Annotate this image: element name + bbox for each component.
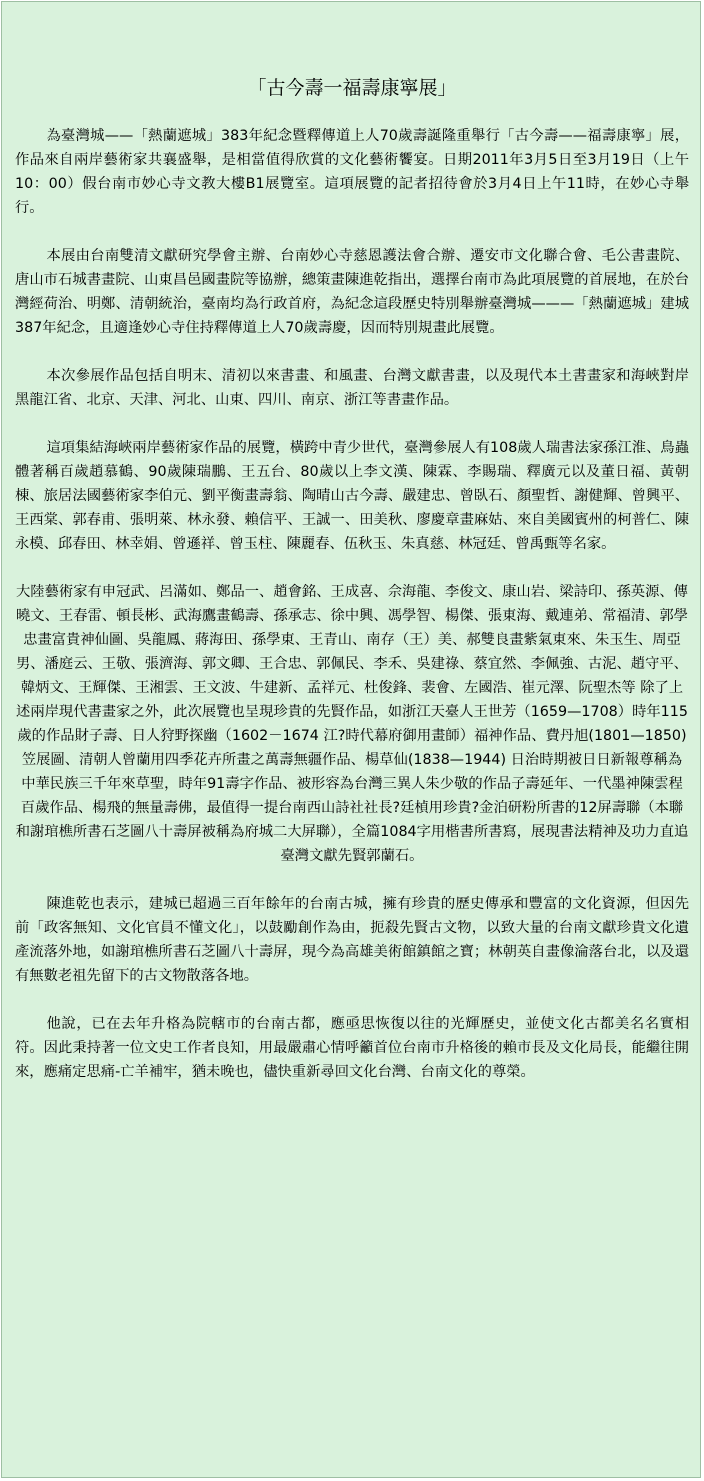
paragraph-mainland-artists: 大陸藝術家有申冠武、呂滿如、鄭品一、趙會銘、王成喜、佘海龍、李俊文、康山岩、梁詩印、孫英源、傳曉文、王春雷、頓長彬、武海鷹畫鶴壽、孫承志、徐中興、馮學智、楊傑、張東海、戴連弟、常福清、郭學忠畫富貴神仙圖、吳龍鳳、蔣海田、孫學東、王青山、南存（王）美、郝雙良畫紫氣東來、朱玉生、周亞男、潘庭云、王敬、張濟海、郭文卿、王合忠、郭佩民、李禾、吳建祿、蔡宜然、李佩強、古泥、趙守平、韓炳文、王輝傑、王湘雲、王文波、牛建新、孟祥元、杜俊鋒、裴會、左國浩、崔元澤、阮聖杰等 除了上述兩岸現代書畫家之外，此次展覽也呈現珍貴的先賢作品，如浙江天臺人王世芳（1659—1708）時年115歲的作品財子壽、日人狩野探幽（1602－1674 江?時代幕府御用畫師）福神作品、費丹旭(1801—1850) 笠展圖、清朝人曾蘭用四季花卉所畫之萬壽無疆作品、楊草仙(1838—1944) 日治時期被日日新報尊稱為中華民族三千年來草聖，時年91壽字作品、被形容為台灣三異人朱少敬的作品子壽延年、一代墨神陳雲程百歲作品、楊飛的無量壽佛，最值得一提台南西山詩社社長?廷楨用珍貴?金泊研粉所書的12屏壽聯（本聯和謝琯樵所書石芝圖八十壽屏被稱為府城二大屏聯），全篇1084字用楷書所書寫，展現書法精神及功力直追臺灣文獻先賢郭蘭石。 <box>15 584 689 864</box>
article-body <box>15 124 689 1108</box>
paragraph-taiwan-artists: 這項集結海峽兩岸藝術家作品的展覽，橫跨中青少世代，臺灣參展人有108歲人瑞書法家孫江淮、鳥蟲體著稱百歲趙慕鶴、90歲陳瑞鵬、王五台、80歲以上李文漢、陳霖、李賜瑞、釋廣元以及董日福、黃朝棟、旅居法國藝術家李伯元、劉平衡畫壽翁、陶晴山古今壽、嚴建忠、曾臥石、顏聖哲、謝健輝、曾興平、王西棠、郭春甫、張明萊、林永發、賴信平、王誠一、田美秋、廖慶章畫麻姑、來自美國賓州的柯普仁、陳永模、邱春田、林幸娟、曾遜祥、曾玉柱、陳麗春、伍秋玉、朱真慈、林冠廷、曾禹甄等名家。 <box>15 440 689 552</box>
paragraph-works: 本次參展作品包括自明末、清初以來書畫、和風畫、台灣文獻書畫，以及現代本土書畫家和海峽對岸黑龍江省、北京、天津、河北、山東、四川、南京、浙江等書畫作品。 <box>15 368 689 408</box>
paragraph-intro: 為臺灣城——「熱蘭遮城」383年紀念暨釋傳道上人70歲壽誕隆重舉行「古今壽——福壽康寧」展，作品來自兩岸藝術家共襄盛舉，是相當值得欣賞的文化藝術饗宴。日期2011年3月5日至3月19日（上午10：00）假台南市妙心寺文教大樓B1展覽室。這項展覽的記者招待會於3月4日上午11時，在妙心寺舉行。 <box>15 128 689 216</box>
article-box <box>1 1 701 1478</box>
paragraph-organizers: 本展由台南雙清文獻研究學會主辦、台南妙心寺慈恩護法會合辦、遷安市文化聯合會、毛公書畫院、唐山市石城書畫院、山東昌邑國畫院等協辦，總策畫陳進乾指出，選擇台南市為此項展覽的首展地，在於台灣經荷治、明鄭、清朝統治，臺南均為行政首府，為紀念這段歷史特別舉辦臺灣城———「熱蘭遮城」建城387年紀念，且適逢妙心寺住持釋傳道上人70歲壽慶，因而特別規畫此展覽。 <box>15 248 689 336</box>
article-title: 「古今壽一福壽康寧展」 <box>247 77 457 99</box>
paragraph-statement: 陳進乾也表示，建城已超過三百年餘年的台南古城，擁有珍貴的歷史傳承和豐富的文化資源，但因先前「政客無知、文化官員不懂文化」，以鼓勵創作為由，扼殺先賢古文物，以致大量的台南文獻珍貴文化遺產流落外地，如謝琯樵所書石芝圖八十壽屏，現今為高雄美術館鎮館之寶；林朝英自畫像淪落台北，以及還有無數老祖先留下的古文物散落各地。 <box>15 896 689 984</box>
paragraph-appeal: 他說，已在去年升格為院轄市的台南古都，應亟思恢復以往的光輝歷史，並使文化古都美名名實相符。因此秉持著一位文史工作者良知，用最嚴肅心情呼籲首位台南市升格後的賴市長及文化局長，能繼往開來，應痛定思痛-亡羊補牢，猶未晚也，儘快重新尋回文化台灣、台南文化的尊榮。 <box>15 1016 689 1080</box>
